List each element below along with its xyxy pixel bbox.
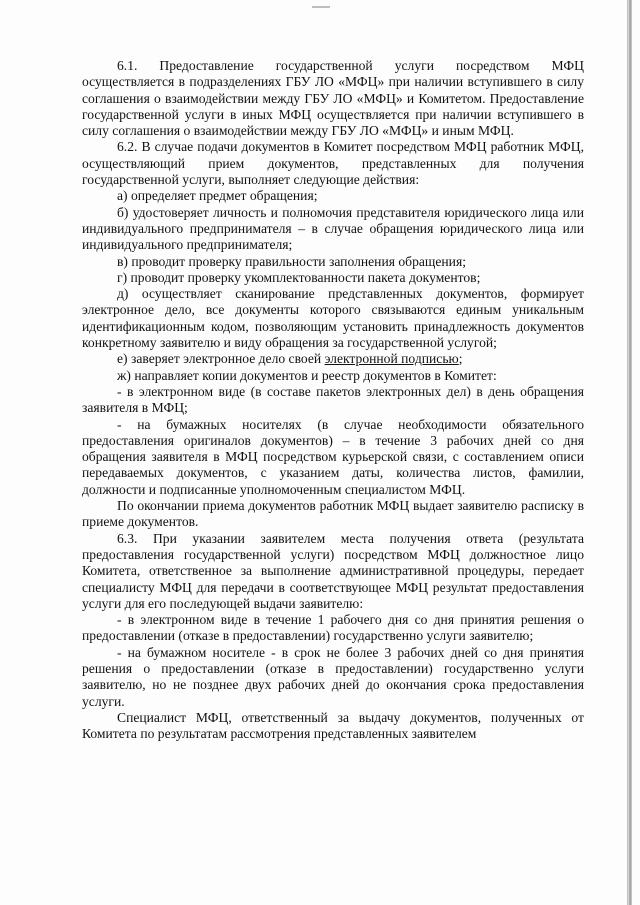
scan-edge: [628, 0, 632, 905]
scan-edge-line: [627, 0, 628, 905]
list-item-v: в) проводит проверку правильности заполнения обращения;: [117, 253, 466, 269]
document-body: [82, 58, 584, 742]
paragraph-specialist: Специалист МФЦ, ответственный за выдачу документов, полученных от Комитета по результатам рассмотрения представленных заявителем: [82, 709, 584, 742]
list-item-b: б) удостоверяет личность и полномочия представителя юридического лица или индивидуального предпринимателя – в случае обращения юридического лица или индивидуального предпринимателя;: [82, 204, 584, 253]
list-item-d: д) осуществляет сканирование представленных документов, формирует электронное дело, все документы которого связываются единым уникальным идентификационным кодом, позволяющим установить принадлежность документов конкретному заявителю и виду обращения за государственной услугой;: [82, 286, 584, 351]
paragraph-6-1: 6.1. Предоставление государственной услуги посредством МФЦ осуществляется в подразделениях ГБУ ЛО «МФЦ» при наличии вступившего в силу соглашения о взаимодействии между ГБУ ЛО «МФЦ» и Комитетом. Предоставление государственной услуги в иных МФЦ осуществляется при наличии вступившего в силу соглашения о взаимодействии между ГБУ ЛО «МФЦ» и иным МФЦ.: [82, 58, 584, 139]
underlined-text: электронной подписью: [324, 351, 459, 367]
list-item-e: [82, 351, 584, 367]
list-item-e-end: ;: [458, 351, 463, 367]
sub-item-electronic: - в электронном виде (в составе пакетов электронных дел) в день обращения заявителя в МФЦ;: [82, 383, 584, 416]
paragraph-6-3: 6.3. При указании заявителем места получения ответа (результата предоставления государственной услуги) посредством МФЦ должностное лицо Комитета, ответственное за выполнение административной процедуры, передает специалисту МФЦ для передачи в соответствующее МФЦ результат предоставления услуги для его последующей выдачи заявителю:: [82, 530, 584, 611]
list-item-a: а) определяет предмет обращения;: [117, 188, 318, 204]
sub-item-paper-result: - на бумажном носителе - в срок не более 3 рабочих дней со дня принятия решения о предоставлении (отказе в предоставлении) государственно услуги заявителю, но не позднее двух рабочих дней до окончания срока предоставления услуги.: [82, 644, 584, 709]
list-item-zh: ж) направляет копии документов и реестр документов в Комитет:: [117, 367, 497, 383]
list-item-e-text: е) заверяет электронное дело своей: [117, 351, 325, 367]
sub-item-electronic-result: - в электронном виде в течение 1 рабочего дня со дня принятия решения о предоставлении (отказе в предоставлении) государственно услуги заявителю;: [82, 612, 584, 644]
paragraph-6-2: 6.2. В случае подачи документов в Комитет посредством МФЦ работник МФЦ, осуществляющий прием документов, представленных для получения государственной услуги, выполняет следующие действия:: [82, 139, 584, 188]
scan-mark: [312, 6, 330, 8]
sub-item-paper: - на бумажных носителях (в случае необходимости обязательного предоставления оригиналов документов) – в течение 3 рабочих дней со дня обращения заявителя в МФЦ посредством курьерской связи, с составлением описи передаваемых документов, с указанием даты, количества листов, фамилии, должности и подписанные уполномоченным специалистом МФЦ.: [82, 416, 584, 497]
list-item-g: г) проводит проверку укомплектованности пакета документов;: [117, 269, 481, 285]
paragraph-receipt: По окончании приема документов работник МФЦ выдает заявителю расписку в приеме документов.: [82, 498, 584, 530]
